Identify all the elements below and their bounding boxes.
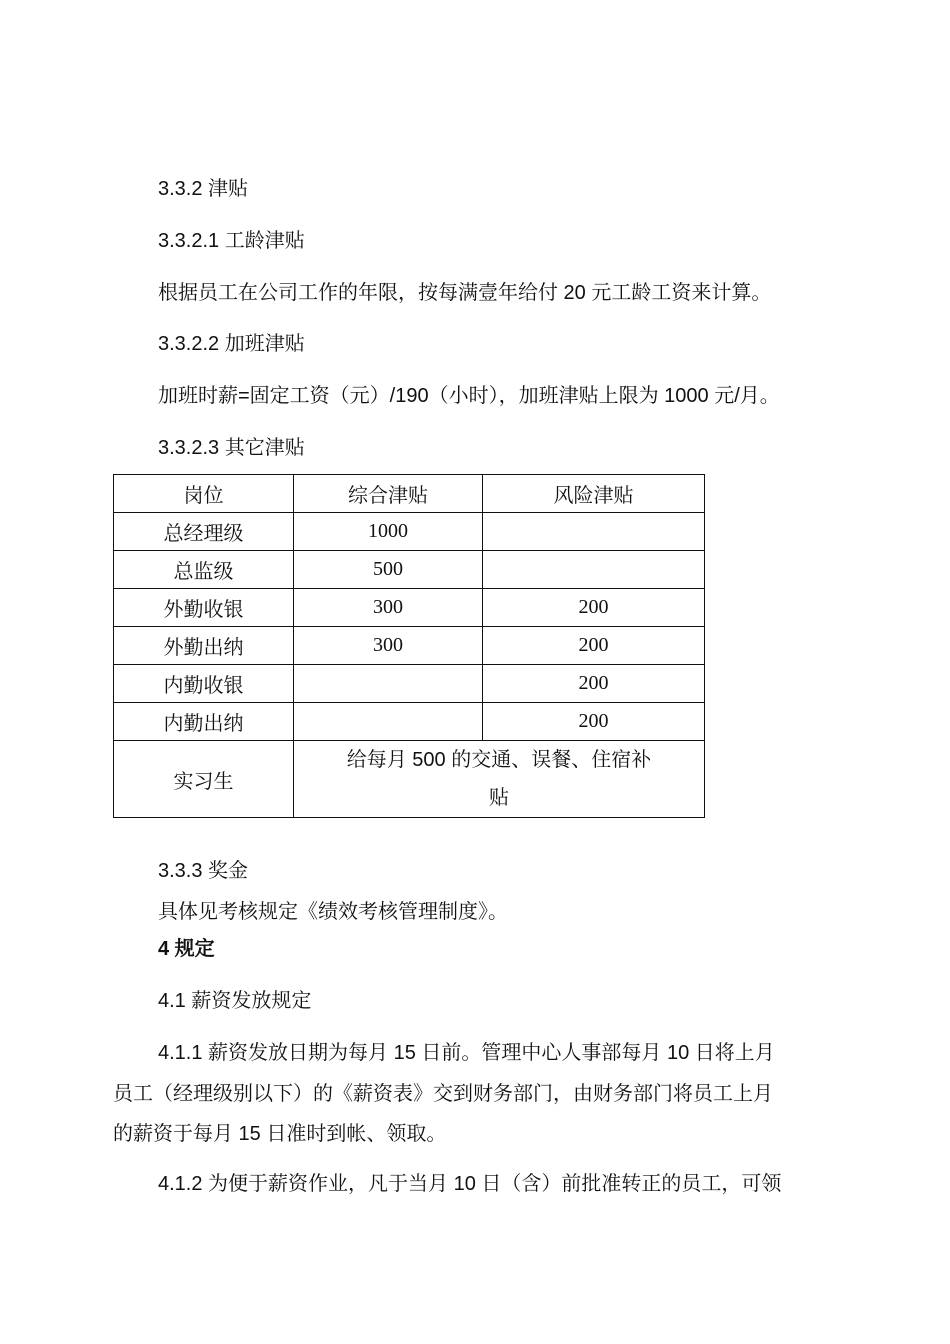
table-row <box>114 551 705 589</box>
table-cell-general <box>294 703 483 741</box>
table-row <box>114 589 705 627</box>
table-cell-general: 500 <box>294 551 483 589</box>
table-row <box>114 703 705 741</box>
table-header-cell: 岗位 <box>114 475 294 513</box>
allowance-table <box>113 474 705 818</box>
paragraph-4-1-2-line-1: 4.1.2 为便于薪资作业，凡于当月 10 日（含）前批准转正的员工，可领 <box>158 1173 782 1195</box>
table-cell-position: 总经理级 <box>114 513 294 551</box>
table-cell-position: 外勤出纳 <box>114 627 294 665</box>
paragraph-4-1-1-line-3: 的薪资于每月 15 日准时到帐、领取。 <box>113 1123 447 1145</box>
table-header-cell: 综合津贴 <box>294 475 483 513</box>
table-header-cell: 风险津贴 <box>483 475 705 513</box>
table-cell-risk: 200 <box>483 627 705 665</box>
table-cell-general: 300 <box>294 589 483 627</box>
table-header-row <box>114 475 705 513</box>
table-cell-risk: 200 <box>483 589 705 627</box>
heading-3-3-3: 3.3.3 奖金 <box>158 860 249 882</box>
table-cell-position: 内勤出纳 <box>114 703 294 741</box>
heading-4-1: 4.1 薪资发放规定 <box>158 990 312 1012</box>
table-cell-general: 1000 <box>294 513 483 551</box>
table-cell-position: 外勤收银 <box>114 589 294 627</box>
table-cell-merged-note <box>294 741 705 818</box>
heading-3-3-2: 3.3.2 津贴 <box>158 178 249 200</box>
table-cell-general: 300 <box>294 627 483 665</box>
table-cell-risk: 200 <box>483 665 705 703</box>
heading-3-3-2-2: 3.3.2.2 加班津贴 <box>158 333 305 355</box>
table-cell-risk <box>483 513 705 551</box>
paragraph-seniority-allowance: 根据员工在公司工作的年限，按每满壹年给付 20 元工龄工资来计算。 <box>158 282 772 304</box>
heading-4: 4 规定 <box>158 938 215 960</box>
table-cell-risk <box>483 551 705 589</box>
merged-note-line-2: 贴 <box>489 787 509 809</box>
paragraph-4-1-1-line-2: 员工（经理级别以下）的《薪资表》交到财务部门，由财务部门将员工上月 <box>113 1083 773 1105</box>
heading-3-3-2-1: 3.3.2.1 工龄津贴 <box>158 230 305 252</box>
paragraph-overtime-allowance: 加班时薪=固定工资（元）/190（小时），加班津贴上限为 1000 元/月。 <box>158 385 780 407</box>
table-row <box>114 513 705 551</box>
table-cell-position: 实习生 <box>114 741 294 818</box>
table-row-intern <box>114 741 705 818</box>
table-cell-general <box>294 665 483 703</box>
table-cell-risk: 200 <box>483 703 705 741</box>
paragraph-bonus: 具体见考核规定《绩效考核管理制度》。 <box>158 901 508 923</box>
table-row <box>114 627 705 665</box>
merged-note-line-1: 给每月 500 的交通、误餐、住宿补 <box>346 749 652 771</box>
heading-3-3-2-3: 3.3.2.3 其它津贴 <box>158 437 305 459</box>
table-cell-position: 总监级 <box>114 551 294 589</box>
table-cell-position: 内勤收银 <box>114 665 294 703</box>
paragraph-4-1-1-line-1: 4.1.1 薪资发放日期为每月 15 日前。管理中心人事部每月 10 日将上月 <box>158 1042 775 1064</box>
table-row <box>114 665 705 703</box>
